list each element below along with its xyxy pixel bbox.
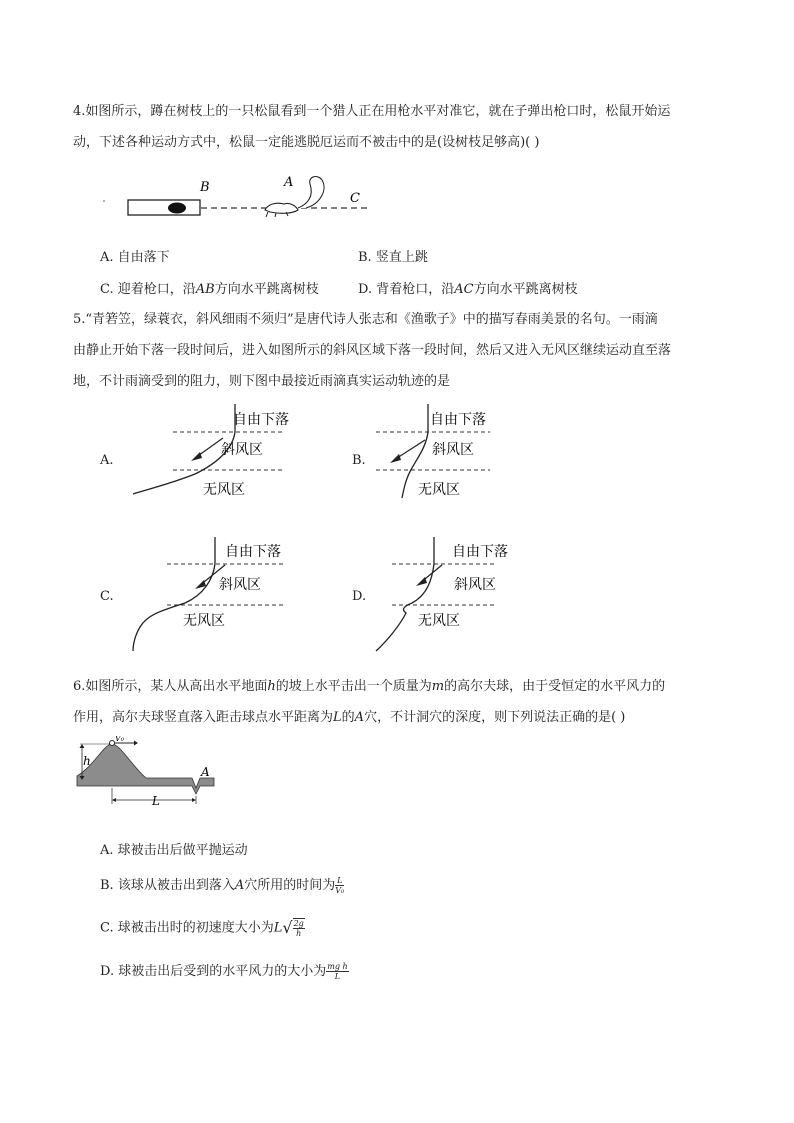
q4-figure [100,168,380,224]
q4-option-c-suffix: 方向水平跳离树枝 [214,282,319,297]
q6-option-d-fraction [326,962,348,981]
bullet-shape [168,203,186,214]
label-b: B [200,180,210,195]
label-free-fall: 自由下落 [452,544,508,560]
q4-stem-line1: 4.如图所示，蹲在树枝上的一只松鼠看到一个猎人正在用枪水平对准它，就在子弹出枪口时，松鼠开始运 [73,104,671,119]
q5-option-b-letter[interactable]: B. [352,453,366,468]
q4-option-d-suffix: 方向水平跳离树枝 [473,282,578,297]
hill-shape [77,744,214,794]
q6-line1-a: 6.如图所示，某人从高出水平地面 [73,679,268,694]
q6-line1-b: 的坡上水平击出一个质量为 [275,679,432,694]
q6-line1-c: 的高尔夫球，由于受恒定的水平风力的 [444,679,666,694]
q6-option-b-prefix: B. 该球从被击出到落入 [100,878,235,893]
q6-line2-b: 的 [341,710,355,725]
label-a: A [201,765,210,779]
q5-figure-d[interactable] [372,535,532,653]
fraction-denominator: h [296,929,302,938]
label-l: L [152,794,160,808]
label-slant-wind: 斜风区 [219,577,261,593]
q6-option-c[interactable] [100,918,305,938]
q6-option-b-fraction [335,876,344,895]
label-no-wind: 无风区 [183,613,225,629]
q4-option-c-ab: AB [195,282,215,297]
label-slant-wind: 斜风区 [454,577,496,593]
q6-option-b-a: A [234,878,245,893]
q6-line2-c: 穴，不计洞穴的深度，则下列说法正确的是( ) [364,710,626,725]
q5-stem-line2: 由静止开始下落一段时间后，进入如图所示的斜风区域下落一段时间，然后又进入无风区继续运动直至落 [73,343,672,358]
q5-figure-c[interactable] [125,535,315,653]
label-no-wind: 无风区 [203,482,245,498]
q6-var-a: A [354,710,365,725]
label-free-fall: 自由下落 [430,412,486,428]
label-h: h [83,754,91,768]
q6-var-l: L [333,710,342,725]
fraction-numerator: 2g [293,919,304,928]
label-no-wind: 无风区 [418,482,460,498]
q5-option-d-letter[interactable]: D. [352,589,367,604]
fraction-numerator: L [337,876,343,885]
q5-option-a-letter[interactable]: A. [100,453,114,468]
q6-option-c-radicand [293,918,305,938]
fraction-denominator: V₀ [335,886,345,895]
label-a: A [284,175,294,190]
q6-option-a[interactable]: A. 球被击出后做平抛运动 [100,843,248,858]
q4-option-c-prefix: C. 迎着枪口，沿 [100,282,196,297]
q6-var-h: h [267,679,276,694]
q5-stem-line1: 5.“青箬笠，绿蓑衣，斜风细雨不须归”是唐代诗人张志和《渔歌子》中的描写春雨美景的名句。一雨滴 [73,312,658,327]
label-slant-wind: 斜风区 [221,442,263,458]
q6-option-d[interactable] [100,962,349,981]
q6-option-b[interactable] [100,876,344,895]
q5-figure-b[interactable] [370,402,510,502]
q4-option-d-prefix: D. 背着枪口，沿 [358,282,455,297]
q6-stem-line1 [73,678,665,696]
q4-option-b[interactable]: B. 竖直上跳 [358,250,428,265]
q5-figure-a[interactable] [125,402,315,502]
q6-figure [74,736,224,808]
q6-option-b-suffix: 穴所用的时间为 [244,878,336,893]
label-free-fall: 自由下落 [225,544,281,560]
q6-option-c-prefix: C. 球被击出时的初速度大小为 [100,920,274,936]
q4-option-c[interactable] [100,281,319,299]
q4-stem-line2: 动，下述各种运动方式中，松鼠一定能逃脱厄运而不被击中的是(设树枝足够高)( ) [73,135,540,150]
label-free-fall: 自由下落 [233,412,289,428]
label-v0: V₀ [115,736,124,743]
q6-option-d-prefix: D. 球被击出后受到的水平风力的大小为 [100,964,327,979]
label-c: C [350,191,360,206]
sqrt-icon: √ [282,918,293,937]
q6-var-m: m [431,679,445,694]
q6-option-c-l: L [273,920,283,936]
q4-option-d-ac: AC [454,282,474,297]
fraction-denominator: L [334,972,341,981]
label-no-wind: 无风区 [418,613,460,629]
q5-stem-line3: 地，不计雨滴受到的阻力，则下图中最接近雨滴真实运动轨迹的是 [73,374,451,389]
squirrel-shape [265,203,298,213]
fraction-numerator: mg h [327,962,348,971]
q4-option-a[interactable]: A. 自由落下 [100,250,170,265]
label-slant-wind: 斜风区 [432,442,474,458]
q6-line2-a: 作用，高尔夫球竖直落入距击球点水平距离为 [73,710,334,725]
q4-option-d[interactable] [358,281,578,299]
q6-stem-line2 [73,709,625,727]
q5-option-c-letter[interactable]: C. [100,589,114,604]
